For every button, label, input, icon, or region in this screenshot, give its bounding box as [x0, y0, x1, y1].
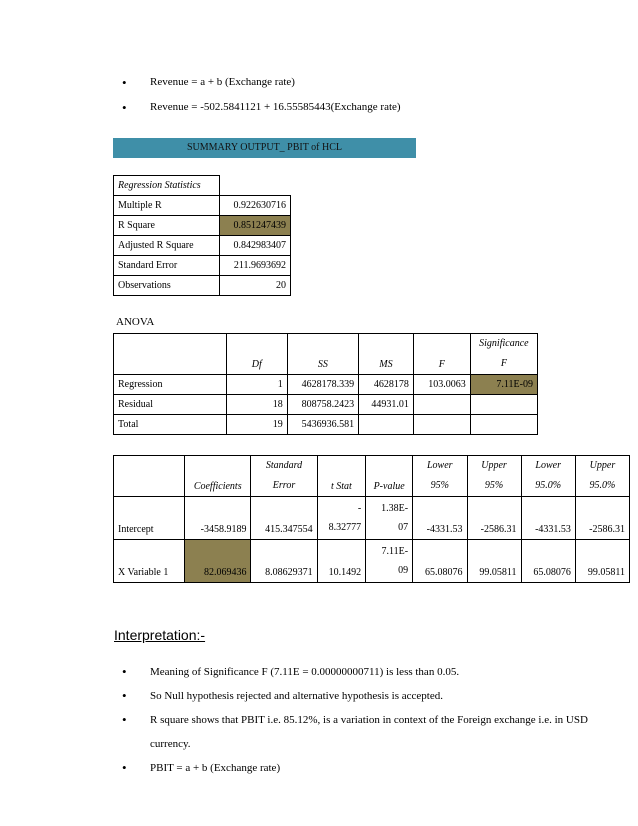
coefficient-value-highlighted: 82.069436	[185, 540, 251, 583]
table-row	[114, 236, 291, 256]
table-header-row	[114, 334, 538, 375]
bullet-item: • PBIT = a + b (Exchange rate)	[122, 756, 602, 780]
top-bullet-list	[122, 70, 401, 120]
stat-value: 20	[219, 276, 290, 296]
stat-value: 0.922630716	[219, 196, 290, 216]
col-header-t-stat: t Stat	[317, 456, 366, 497]
table-row	[114, 256, 291, 276]
summary-output-banner: SUMMARY OUTPUT_ PBIT of HCL	[113, 138, 416, 158]
table-row: Total 19 5436936.581	[114, 415, 538, 435]
stat-value: 211.9693692	[219, 256, 290, 276]
significance-value-highlighted: 7.11E-09	[470, 375, 537, 395]
stat-label: Observations	[114, 276, 220, 296]
col-header-ss: SS	[287, 334, 358, 375]
stat-value: 0.842983407	[219, 236, 290, 256]
regression-statistics-header: Regression Statistics	[114, 176, 220, 196]
col-header-p-value: P-value	[366, 456, 413, 497]
anova-label: ANOVA	[116, 316, 155, 328]
bullet-item: • Revenue = a + b (Exchange rate)	[122, 70, 401, 95]
col-header-lower-95-0: Lower 95.0%	[521, 456, 575, 497]
table-row: Regression 1 4628178.339 4628178 103.0063 7.11E-09	[114, 375, 538, 395]
stat-label: Standard Error	[114, 256, 220, 276]
col-header-df: Df	[226, 334, 287, 375]
table-row	[114, 216, 291, 236]
col-header-lower-95: Lower 95%	[413, 456, 467, 497]
col-header-ms: MS	[359, 334, 414, 375]
coefficients-table	[113, 455, 630, 583]
table-row: Intercept -3458.9189 415.347554 - 8.32777 1.38E- 07 -4331.53 -2586.31 -4331.53 -2586.31	[114, 497, 630, 540]
stat-label: Multiple R	[114, 196, 220, 216]
bullet-item: • R square shows that PBIT i.e. 85.12%, is a variation in context of the Foreign exchange i.e. in USD currency.	[122, 708, 602, 756]
anova-table	[113, 333, 538, 435]
interpretation-bullet-list	[122, 660, 602, 780]
regression-statistics-table	[113, 175, 291, 296]
col-header-standard-error: Standard Error	[251, 456, 317, 497]
stat-label: R Square	[114, 216, 220, 236]
col-header-upper-95: Upper 95%	[467, 456, 521, 497]
table-row	[114, 196, 291, 216]
table-row	[114, 276, 291, 296]
interpretation-title: Interpretation:-	[114, 627, 206, 643]
col-header-f: F	[413, 334, 470, 375]
col-header-coefficients: Coefficients	[185, 456, 251, 497]
stat-value-highlighted: 0.851247439	[219, 216, 290, 236]
table-row: Residual 18 808758.2423 44931.01	[114, 395, 538, 415]
table-row: X Variable 1 82.069436 8.08629371 10.1492 7.11E- 09 65.08076 99.05811 65.08076 99.05811	[114, 540, 630, 583]
bullet-item: • So Null hypothesis rejected and alternative hypothesis is accepted.	[122, 684, 602, 708]
table-header-row	[114, 456, 630, 497]
bullet-item: • Meaning of Significance F (7.11E = 0.00000000711) is less than 0.05.	[122, 660, 602, 684]
col-header-significance-f: Significance F	[470, 334, 537, 375]
col-header-upper-95-0: Upper 95.0%	[575, 456, 629, 497]
bullet-item: • Revenue = -502.5841121 + 16.55585443(Exchange rate)	[122, 95, 401, 120]
stat-label: Adjusted R Square	[114, 236, 220, 256]
